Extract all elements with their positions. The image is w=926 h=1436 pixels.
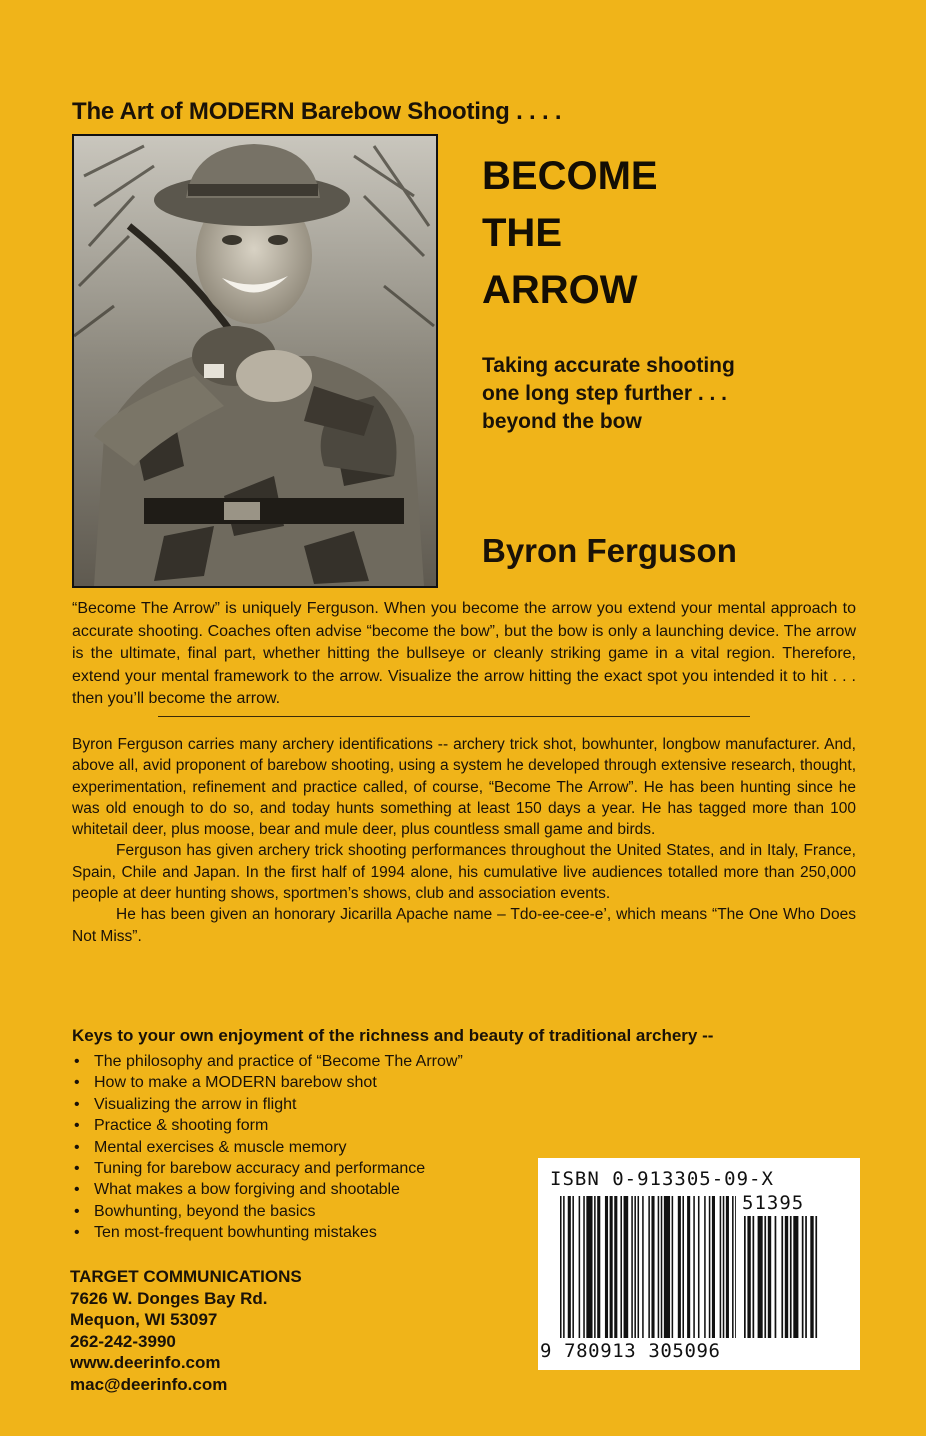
barcode-bar — [648, 1196, 650, 1338]
barcode-bar — [723, 1196, 725, 1338]
main-title — [482, 148, 658, 319]
barcode-bar — [768, 1216, 771, 1338]
bio-paragraph-2: Ferguson has given archery trick shooting performances throughout the United States, and in Italy, France, Spain, Chile and Japan. In the first half of 1994 alone, his cumulative live audiences totalled more than 250,000 people at deer hunting shows, sportmen’s shows, club and association events. — [72, 842, 856, 903]
barcode-bar — [610, 1196, 613, 1338]
publisher-info — [70, 1266, 302, 1395]
barcode-bar — [709, 1196, 711, 1338]
barcode-bar — [563, 1196, 565, 1338]
barcode-bar — [802, 1216, 804, 1338]
barcode-bar — [594, 1196, 596, 1338]
main-title-line-3: ARROW — [482, 268, 638, 312]
barcode-bar — [815, 1216, 817, 1338]
barcode-bar — [704, 1196, 706, 1338]
barcode-bar — [664, 1196, 670, 1338]
barcode-bar — [583, 1196, 585, 1338]
barcode-bar — [726, 1196, 729, 1338]
barcode-bar — [586, 1196, 592, 1338]
list-item: • Tuning for barebow accuracy and performance — [74, 1158, 463, 1179]
intro-paragraph: “Become The Arrow” is uniquely Ferguson. When you become the arrow you extend your mental approach to accurate shooting. Coaches often advise “become the bow”, but the bow is only a launching device. The arrow is the ultimate, final part, whether hitting the bullseye or cleanly striking game in a vital region. Therefore, extend your mental framework to the arrow. Visualize the arrow hitting the exact spot you intended it to hit . . . then you’ll become the arrow. — [72, 600, 856, 707]
barcode-bar — [775, 1216, 777, 1338]
barcode-bar — [790, 1216, 792, 1338]
publisher-web: www.deerinfo.com — [70, 1353, 221, 1372]
barcode-bar — [631, 1196, 633, 1338]
section-divider — [158, 716, 750, 717]
barcode-bar — [753, 1216, 755, 1338]
list-item: • Mental exercises & muscle memory — [74, 1137, 463, 1158]
barcode-bar — [572, 1196, 574, 1338]
barcode-bar — [624, 1196, 629, 1338]
list-item: • The philosophy and practice of “Become The Arrow” — [74, 1051, 463, 1072]
publisher-name: TARGET COMMUNICATIONS — [70, 1267, 302, 1286]
barcode-bar — [712, 1196, 715, 1338]
barcode-bar — [747, 1216, 750, 1338]
publisher-street: 7626 W. Donges Bay Rd. — [70, 1288, 268, 1308]
keys-heading: Keys to your own enjoyment of the richness and beauty of traditional archery -- — [72, 1026, 714, 1045]
barcode-bar — [698, 1196, 700, 1338]
main-title-line-2: THE — [482, 211, 562, 255]
barcode-bar — [682, 1196, 684, 1338]
barcode-bar — [781, 1216, 783, 1338]
barcode-bar — [720, 1196, 722, 1338]
barcode-panel — [538, 1158, 860, 1370]
bio-paragraph-3: He has been given an honorary Jicarilla Apache name – Tdo-ee-cee-e’, which means “The One Who Does Not Miss”. — [72, 906, 856, 945]
publisher-city: Mequon, WI 53097 — [70, 1310, 218, 1329]
barcode-bar — [678, 1196, 681, 1338]
barcode-bar — [758, 1216, 763, 1338]
tagline-line-3: beyond the bow — [482, 410, 642, 433]
publisher-phone: 262-242-3990 — [70, 1331, 176, 1351]
barcode-bar — [605, 1196, 608, 1338]
barcode-bar — [735, 1196, 736, 1338]
price-barcode — [744, 1216, 844, 1344]
publisher-email: mac@deerinfo.com — [70, 1374, 228, 1394]
list-item: • Ten most-frequent bowhunting mistakes — [74, 1222, 463, 1243]
barcode-bar — [658, 1196, 660, 1338]
tagline-line-2: one long step further . . . — [482, 382, 728, 405]
author-photo — [72, 134, 438, 588]
barcode-bar — [732, 1196, 734, 1338]
isbn-label: ISBN 0-913305-09-X — [550, 1168, 774, 1190]
barcode-bar — [693, 1196, 695, 1338]
ean-digits: 9 780913 305096 — [540, 1340, 721, 1362]
barcode-bar — [661, 1196, 663, 1338]
barcode-bar — [744, 1216, 746, 1338]
barcode-bar — [793, 1216, 798, 1338]
author-photo-illustration — [74, 136, 436, 586]
bio-paragraph-1: Byron Ferguson carries many archery identifications -- archery trick shot, bowhunter, longbow manufacturer. And, above all, avid proponent of barebow shooting, using a system he developed through extensive research, thought, experimentation, refinement and practice called, of course, “Become The Arrow”. He has been hunting since he was old enough to do so, and today hunts something at least 150 days a year. He has tagged more than 100 whitetail deer, plus moose, bear and mule deer, plus countless small game and birds. — [72, 736, 856, 839]
barcode-bar — [805, 1216, 807, 1338]
keys-list — [74, 1051, 463, 1244]
list-item: • How to make a MODERN barebow shot — [74, 1072, 463, 1093]
barcode-bar — [634, 1196, 636, 1338]
author-bio — [72, 734, 856, 947]
barcode-bar — [764, 1216, 766, 1338]
barcode-bar — [672, 1196, 674, 1338]
author-name: Byron Ferguson — [482, 532, 737, 569]
barcode-bar — [687, 1196, 690, 1338]
barcode-bar — [568, 1196, 571, 1338]
tagline — [482, 352, 735, 436]
barcode-bar — [785, 1216, 788, 1338]
list-item: • Bowhunting, beyond the basics — [74, 1201, 463, 1222]
list-item: • Visualizing the arrow in flight — [74, 1094, 463, 1115]
barcode-bar — [579, 1196, 581, 1338]
ean-barcode — [560, 1196, 736, 1346]
barcode-bar — [620, 1196, 622, 1338]
main-title-line-1: BECOME — [482, 154, 658, 198]
list-item: • Practice & shooting form — [74, 1115, 463, 1136]
series-title: The Art of MODERN Barebow Shooting . . . . — [72, 98, 562, 125]
tagline-line-1: Taking accurate shooting — [482, 354, 735, 377]
barcode-bar — [810, 1216, 813, 1338]
barcode-bar — [651, 1196, 654, 1338]
barcode-bar — [638, 1196, 640, 1338]
barcode-bar — [642, 1196, 644, 1338]
price-code: 51395 — [742, 1192, 805, 1214]
barcode-bar — [560, 1196, 562, 1338]
barcode-bar — [614, 1196, 617, 1338]
barcode-bar — [597, 1196, 600, 1338]
list-item: • What makes a bow forgiving and shootable — [74, 1179, 463, 1200]
